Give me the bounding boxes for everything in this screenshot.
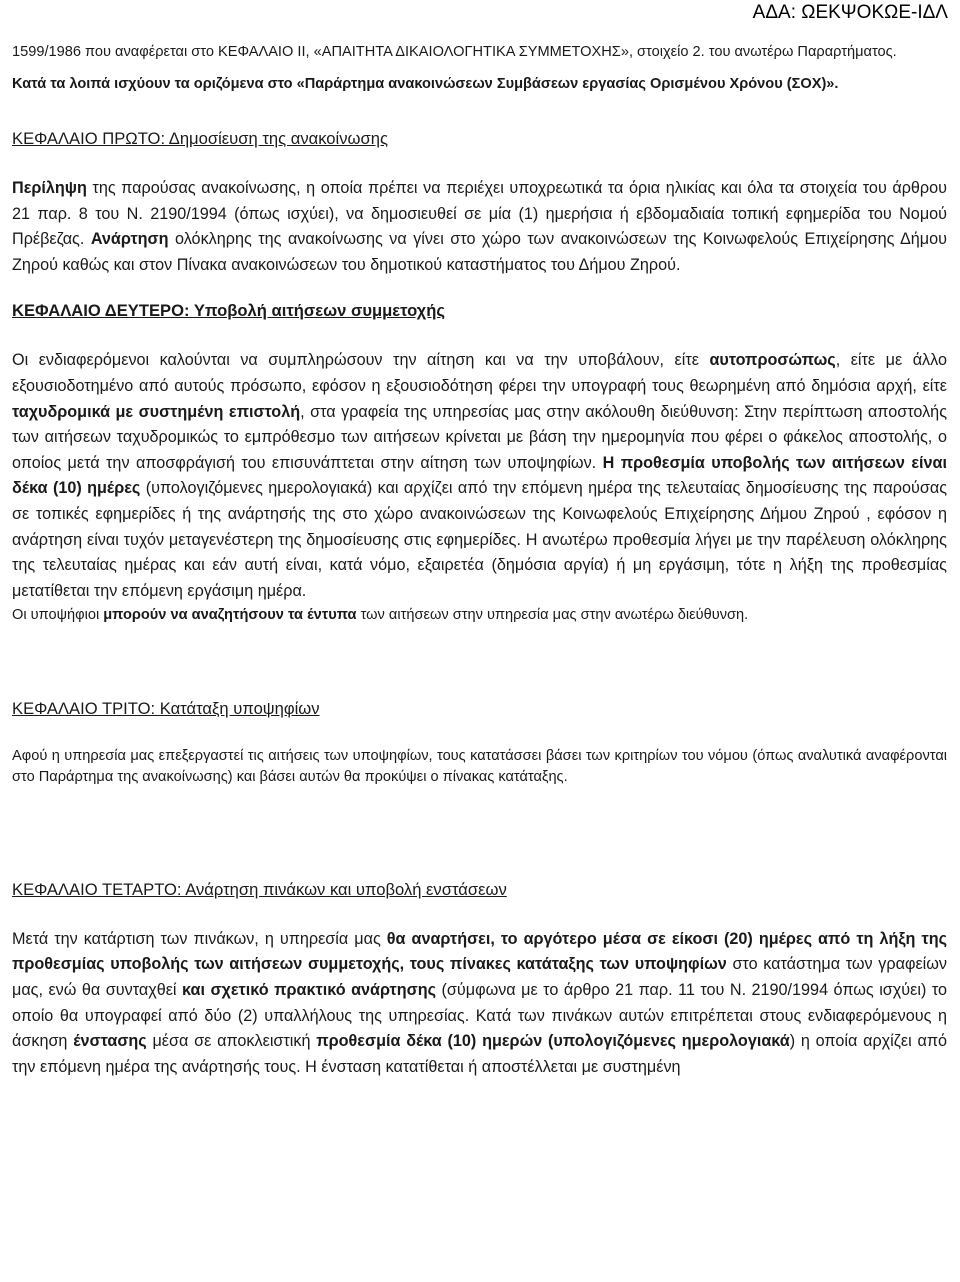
chapter-two-text-1: Οι ενδιαφερόμενοι καλούνται να συμπληρώσουν την αίτηση και να την υποβάλουν, είτε [12, 351, 710, 370]
chapter-one-text-1: της παρούσας ανακοίνωσης, η οποία πρέπει να περιέχει υποχρεωτικά τα όρια ηλικίας και όλα τα στοιχεία του άρθρου 21 παρ. 8 του Ν. 2190/1994 (όπως ισχύει), να δημοσιευθεί σε μία (1) ημερήσια ή εβδομαδιαία τοπική εφημερίδα του Νομού Πρέβεζας. [12, 179, 947, 249]
chapter-four-bold-4: προθεσμία δέκα (10) ημερών (υπολογιζόμενες ημερολογιακά [316, 1032, 790, 1051]
chapter-two-note-text-1: Οι υποψήφιοι [12, 607, 104, 624]
chapter-one-title: ΚΕΦΑΛΑΙΟ ΠΡΩΤΟ: Δημοσίευση της ανακοίνωσης [12, 129, 388, 148]
chapter-three-title: ΚΕΦΑΛΑΙΟ ΤΡΙΤΟ: Κατάταξη υποψηφίων [12, 698, 320, 718]
document-body [12, 42, 947, 1080]
intro-paragraph: 1599/1986 που αναφέρεται στο ΚΕΦΑΛΑΙΟ ΙΙ, «ΑΠΑΙΤΗΤΑ ΔΙΚΑΙΟΛΟΓΗΤΙΚΑ ΣΥΜΜΕΤΟΧΗΣ», στοιχείο 2. του ανωτέρω Παραρτήματος. [12, 44, 897, 60]
ada-code: ΑΔΑ: ΩΕΚΨΟΚΩΕ-ΙΔΛ [752, 2, 948, 23]
intro-paragraph-bold: Κατά τα λοιπά ισχύουν τα οριζόμενα στο «Παράρτημα ανακοινώσεων Συμβάσεων εργασίας Ορισμένου Χρόνου (ΣΟΧ)». [12, 75, 839, 92]
chapter-four-text-4: μέσα σε αποκλειστική [146, 1032, 317, 1051]
chapter-two-text [12, 348, 947, 604]
chapter-two-text-2: , είτε με άλλο εξουσιοδοτημένο από αυτούς πρόσωπο, εφόσον η εξουσιοδότηση φέρει την υπογραφή τους θεωρημένη από δημόσια αρχή, είτε [12, 351, 948, 395]
chapter-four-text [12, 927, 947, 1081]
chapter-three-text: Αφού η υπηρεσία μας επεξεργαστεί τις αιτήσεις των υποψηφίων, τους κατατάσσει βάσει των κριτηρίων του νόμου (όπως αναλυτικά αναφέρονται στο Παράρτημα της ανακοίνωσης) και βάσει αυτών θα προκύψει ο πίνακας κατάταξης. [12, 747, 947, 786]
chapter-four-text-2: στο κατάστημα των γραφείων μας, ενώ θα συνταχθεί [12, 955, 948, 999]
chapter-four-bold-2: και σχετικό πρακτικό ανάρτησης [182, 981, 437, 999]
chapter-two-text-3: , στα γραφεία της υπηρεσίας μας στην ακόλουθη διεύθυνση: Στην περίπτωση αποστολής των αιτήσεων ταχυδρομικώς το εμπρόθεσμο των αιτήσεων κρίνεται με βάση την ημερομηνία που φέρει ο φάκελος αποστολής, ο οποίος μετά την αποσφράγισή του επισυνάπτεται στην αίτηση των υποψηφίων. [12, 402, 947, 472]
chapter-four-text-3: (σύμφωνα με το άρθρο 21 παρ. 11 του Ν. 2190/1994 όπως ισχύει) το οποίο θα υπογραφεί από δύο (2) υπαλλήλους της υπηρεσίας. Κατά των πινάκων αυτών επιτρέπεται στους ενδιαφερόμενους η άσκηση [12, 981, 947, 1051]
chapter-one-bold-2: Ανάρτηση [90, 230, 169, 249]
chapter-one-text [12, 176, 947, 278]
chapter-two-text-4: (υπολογιζόμενες ημερολογιακά) και αρχίζει από την επόμενη ημέρα της τελευταίας δημοσίευσης της παρούσας σε τοπικές εφημερίδες ή της ανάρτησής της στο χώρο ανακοινώσεων της Κοινωφελούς Επιχείρησης Δήμου Ζηρού , εφόσον η ανάρτηση είναι τυχόν μεταγενέστερη της δημοσίευσης στις εφημερίδες. Η ανωτέρω προθεσμία λήγει με την παρέλευση ολόκληρης της τελευταίας ημέρας και εάν αυτή είναι, κατά νόμο, εξαιρετέα (δημόσια αργία) ή μη εργάσιμη, τότε η λήξη της προθεσμίας μετατίθεται την επόμενη εργάσιμη ημέρα. [12, 479, 947, 600]
chapter-two-bold-3: Η προθεσμία υποβολής των αιτήσεων είναι δέκα (10) ημέρες [12, 453, 947, 498]
chapter-four-bold-3: ένστασης [73, 1032, 147, 1051]
chapter-two-bold-2: ταχυδρομικά με συστημένη επιστολή [12, 402, 301, 421]
chapter-four-title: ΚΕΦΑΛΑΙΟ ΤΕΤΑΡΤΟ: Ανάρτηση πινάκων και υποβολή ενστάσεων [12, 879, 507, 899]
chapter-two-bold-1: αυτοπροσώπως [709, 351, 836, 370]
chapter-four-text-5: ) η οποία αρχίζει από την επόμενη ημέρα της ανάρτησής τους. Η ένσταση κατατίθεται ή αποστέλλεται με συστημένη [12, 1032, 948, 1076]
chapter-two-title: ΚΕΦΑΛΑΙΟ ΔΕΥΤΕΡΟ: Υποβολή αιτήσεων συμμετοχής [12, 301, 445, 321]
chapter-two-note-text-2: των αιτήσεων στην υπηρεσία μας στην ανωτέρω διεύθυνση. [356, 607, 749, 624]
chapter-one-text-2: ολόκληρης της ανακοίνωσης να γίνει στο χώρο των ανακοινώσεων της Κοινωφελούς Επιχείρησης Δήμου Ζηρού καθώς και στον Πίνακα ανακοινώσεων του δημοτικού καταστήματος του Δήμου Ζηρού. [12, 230, 947, 274]
chapter-two-note-bold: μπορούν να αναζητήσουν τα έντυπα [103, 607, 357, 624]
chapter-four-bold-1: θα αναρτήσει, το αργότερο μέσα σε είκοσι (20) ημέρες από τη λήξη της προθεσμίας υποβολής των αιτήσεων συμμετοχής, τους πίνακες κατάταξης των υποψηφίων [12, 929, 947, 974]
chapter-one-bold-1: Περίληψη [12, 179, 87, 197]
chapter-two-note [12, 605, 947, 627]
chapter-four-text-1: Μετά την κατάρτιση των πινάκων, η υπηρεσία μας [12, 929, 387, 948]
